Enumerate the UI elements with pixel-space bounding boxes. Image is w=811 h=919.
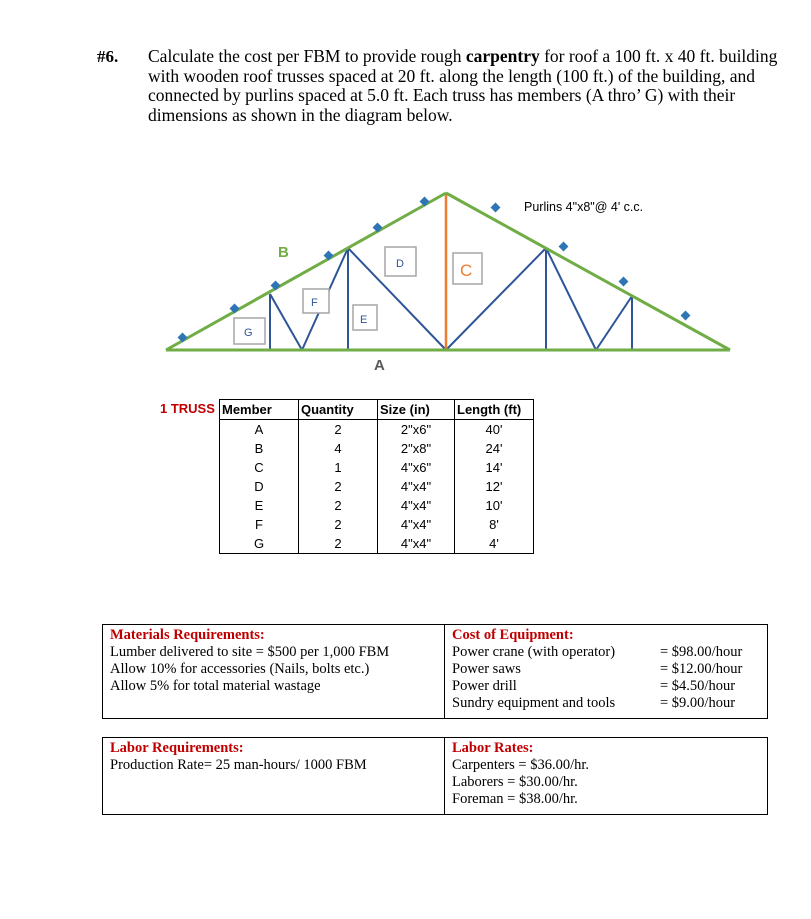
truss-member-table	[219, 399, 534, 554]
table-row	[220, 515, 534, 534]
table-body	[220, 420, 534, 554]
cell-size: 4"x4"	[378, 515, 455, 534]
table-row	[220, 477, 534, 496]
cell-length: 24'	[455, 439, 534, 458]
equipment-rate: = $12.00/hour	[660, 661, 743, 677]
cell-size: 4"x4"	[378, 477, 455, 496]
materials-line: Lumber delivered to site = $500 per 1,000 FBM	[110, 644, 390, 660]
equipment-rate: = $98.00/hour	[660, 644, 743, 660]
production-rate: Production Rate= 25 man-hours/ 1000 FBM	[110, 757, 367, 773]
cell-quantity: 4	[299, 439, 378, 458]
cell-size: 4"x4"	[378, 534, 455, 554]
cell-quantity: 2	[299, 477, 378, 496]
equipment-name: Power crane (with operator)	[452, 644, 616, 660]
member-label-g: G	[244, 327, 253, 339]
problem-number: #6.	[97, 47, 119, 66]
materials-line: Allow 5% for total material wastage	[110, 678, 321, 694]
table-header-row	[220, 400, 534, 420]
cell-length: 8'	[455, 515, 534, 534]
equipment-list	[452, 644, 760, 712]
header-size: Size (in)	[378, 400, 455, 420]
equipment-rate: = $4.50/hour	[660, 678, 736, 694]
member-label-d: D	[396, 258, 404, 270]
cell-quantity: 1	[299, 458, 378, 477]
cell-member: E	[220, 496, 299, 515]
cell-quantity: 2	[299, 420, 378, 440]
equipment-rate: = $9.00/hour	[660, 695, 736, 711]
labor-rate-line: Foreman = $38.00/hr.	[452, 791, 578, 807]
materials-equipment-box	[102, 624, 768, 719]
cell-length: 14'	[455, 458, 534, 477]
header-member: Member	[220, 400, 299, 420]
equipment-item	[452, 644, 760, 661]
materials-line: Allow 10% for accessories (Nails, bolts etc.)	[110, 661, 370, 677]
cell-length: 40'	[455, 420, 534, 440]
table-row	[220, 439, 534, 458]
cell-member: A	[220, 420, 299, 440]
labor-rates-section	[444, 738, 767, 814]
equipment-item	[452, 678, 760, 695]
cell-length: 12'	[455, 477, 534, 496]
cell-size: 4"x6"	[378, 458, 455, 477]
member-label-f: F	[311, 297, 318, 309]
cell-member: F	[220, 515, 299, 534]
problem-text-start: Calculate the cost per FBM to provide rough	[148, 46, 466, 66]
labor-rate-line: Carpenters = $36.00/hr.	[452, 757, 590, 773]
labor-rates-heading: Labor Rates:	[452, 740, 534, 756]
cell-member: B	[220, 439, 299, 458]
materials-heading: Materials Requirements:	[110, 627, 265, 643]
equipment-item	[452, 661, 760, 678]
problem-statement	[148, 47, 778, 125]
member-label-a: A	[374, 357, 385, 374]
labor-rate-line: Laborers = $30.00/hr.	[452, 774, 578, 790]
cell-size: 4"x4"	[378, 496, 455, 515]
equipment-item	[452, 695, 760, 712]
equipment-name: Sundry equipment and tools	[452, 695, 616, 711]
member-label-e: E	[360, 314, 368, 326]
labor-requirements-section	[103, 738, 444, 814]
problem-text-end: for roof a 100 ft. x 40 ft. building with wooden roof trusses spaced at 20 ft. along the length (100 ft.) of the building, and connected by purlins spaced at 5.0 ft. Each truss has members (A thro’ G) with their dimensions as shown in the diagram below.	[148, 46, 778, 125]
cell-member: D	[220, 477, 299, 496]
equipment-section	[444, 625, 767, 718]
member-label-c: C	[460, 261, 473, 280]
table-row	[220, 458, 534, 477]
table-row	[220, 496, 534, 515]
purlins-label: Purlins 4"x8"@ 4' c.c.	[524, 200, 644, 214]
cell-member: G	[220, 534, 299, 554]
header-quantity: Quantity	[299, 400, 378, 420]
cell-member: C	[220, 458, 299, 477]
equipment-name: Power drill	[452, 678, 517, 694]
problem-text-bold: carpentry	[465, 46, 540, 66]
cell-quantity: 2	[299, 534, 378, 554]
table-row	[220, 420, 534, 440]
cell-length: 4'	[455, 534, 534, 554]
cell-length: 10'	[455, 496, 534, 515]
materials-section	[103, 625, 444, 718]
truss-table-label: 1 TRUSS	[160, 401, 215, 416]
cell-quantity: 2	[299, 515, 378, 534]
header-length: Length (ft)	[455, 400, 534, 420]
truss-diagram	[0, 175, 811, 375]
cell-quantity: 2	[299, 496, 378, 515]
member-label-b: B	[278, 244, 289, 261]
cell-size: 2"x6"	[378, 420, 455, 440]
table-row	[220, 534, 534, 554]
labor-requirements-heading: Labor Requirements:	[110, 740, 244, 756]
cell-size: 2"x8"	[378, 439, 455, 458]
equipment-name: Power saws	[452, 661, 521, 677]
labor-box	[102, 737, 768, 815]
equipment-heading: Cost of Equipment:	[452, 627, 574, 643]
